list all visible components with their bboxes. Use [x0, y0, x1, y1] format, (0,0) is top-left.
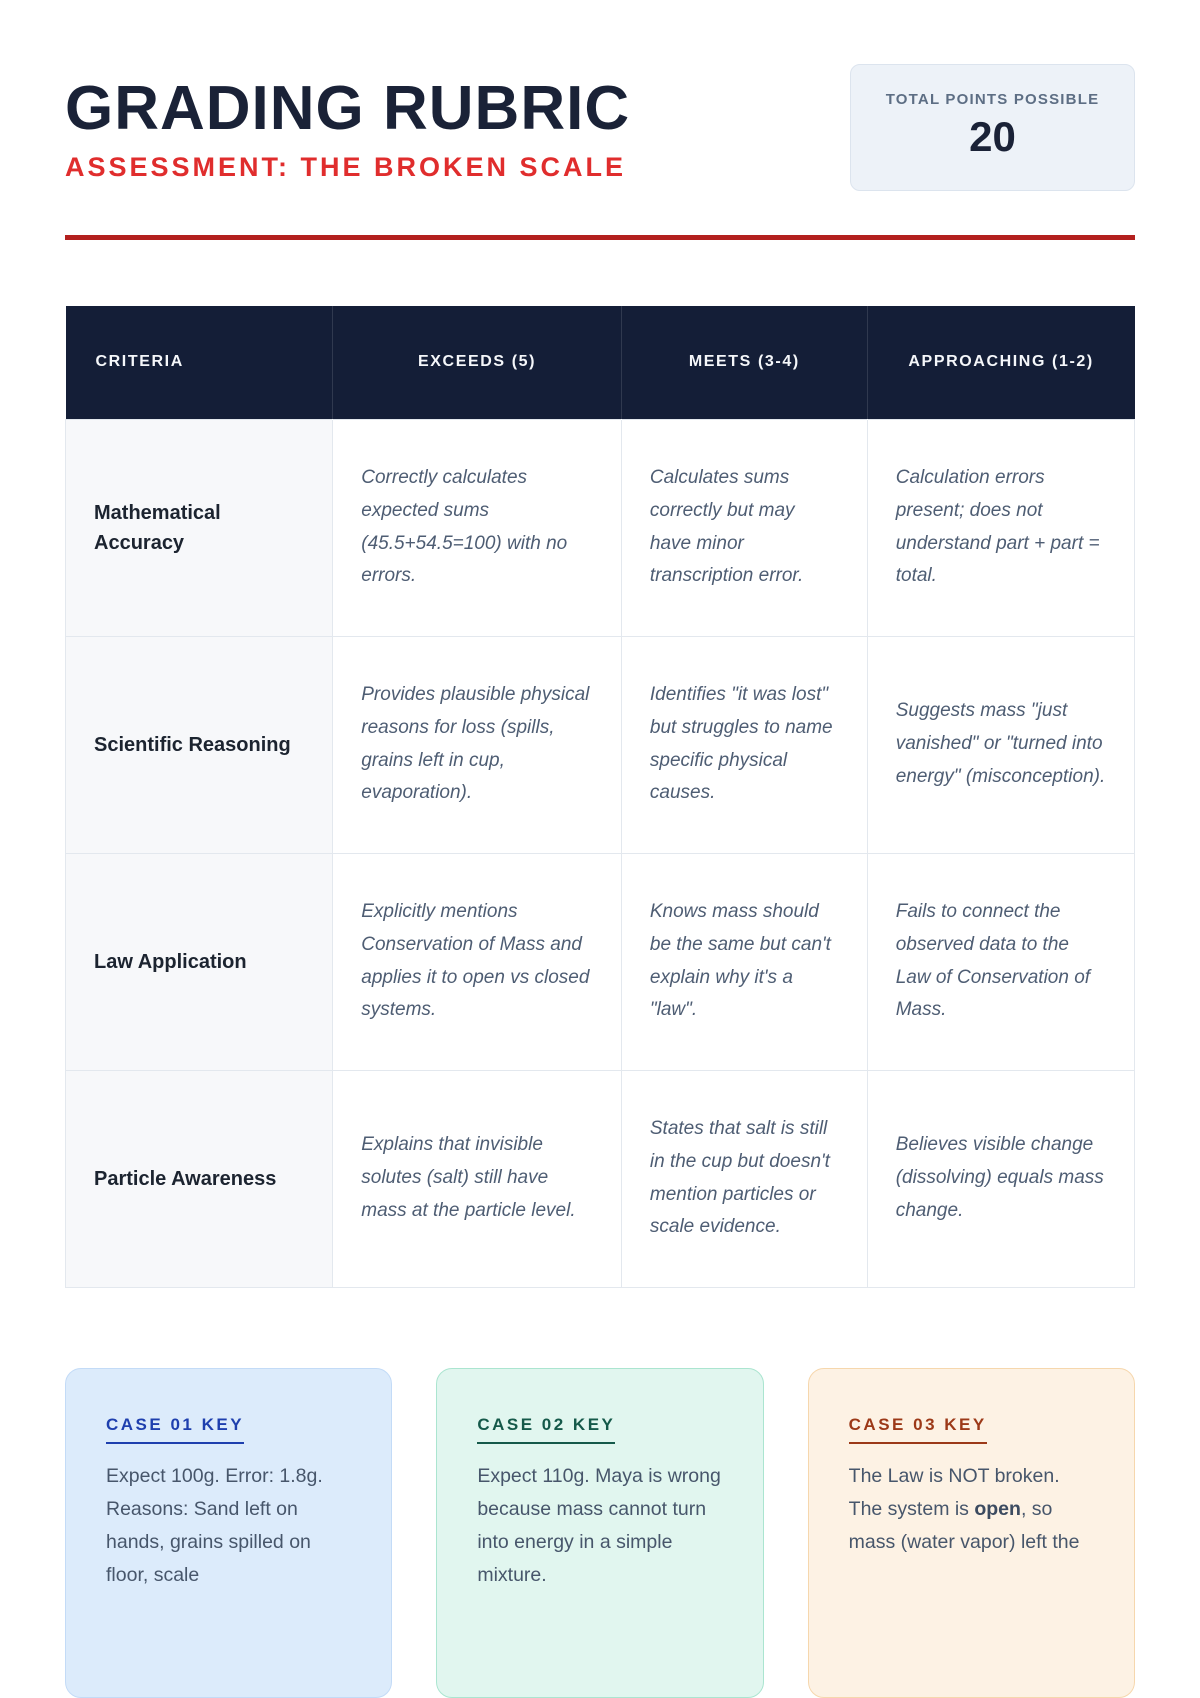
exceeds-cell: Provides plausible physical reasons for loss (spills, grains left in cup, evaporation). — [333, 636, 622, 853]
criteria-cell: Scientific Reasoning — [66, 636, 333, 853]
red-divider — [65, 235, 1135, 240]
total-points-value: 20 — [969, 113, 1016, 160]
header-row — [66, 306, 1135, 419]
case-02-key-text: Expect 110g. Maya is wrong because mass cannot turn into energy in a simple mixture. — [477, 1464, 721, 1586]
case-keys-row — [65, 1368, 1135, 1698]
page-header — [65, 64, 1135, 191]
approaching-cell: Believes visible change (dissolving) equals mass change. — [867, 1070, 1134, 1287]
criteria-cell: Law Application — [66, 853, 333, 1070]
rubric-page — [0, 64, 1200, 1698]
table-row — [66, 853, 1135, 1070]
approaching-cell: Suggests mass "just vanished" or "turned into energy" (misconception). — [867, 636, 1134, 853]
meets-cell: Knows mass should be the same but can't explain why it's a "law". — [621, 853, 867, 1070]
column-header-criteria: CRITERIA — [66, 306, 333, 419]
column-header-exceeds: EXCEEDS (5) — [333, 306, 622, 419]
page-subtitle: ASSESSMENT: THE BROKEN SCALE — [65, 152, 627, 182]
case-01-key-title: CASE 01 KEY — [106, 1415, 244, 1444]
table-row — [66, 1070, 1135, 1287]
exceeds-cell: Explains that invisible solutes (salt) still have mass at the particle level. — [333, 1070, 622, 1287]
rubric-table-header — [66, 306, 1135, 419]
table-row — [66, 636, 1135, 853]
case-01-key-card — [65, 1368, 392, 1698]
case-03-text-after: , so mass (water vapor) left the — [848, 1497, 1080, 1553]
column-header-meets: MEETS (3-4) — [621, 306, 867, 419]
table-row — [66, 419, 1135, 636]
case-02-key-title: CASE 02 KEY — [477, 1415, 615, 1444]
case-01-key-text: Expect 100g. Error: 1.8g. Reasons: Sand left on hands, grains spilled on floor, scale — [106, 1464, 323, 1586]
case-03-key-title: CASE 03 KEY — [849, 1415, 987, 1444]
meets-cell: Calculates sums correctly but may have minor transcription error. — [621, 419, 867, 636]
total-points-card — [850, 64, 1135, 191]
meets-cell: Identifies "it was lost" but struggles to name specific physical causes. — [621, 636, 867, 853]
rubric-table-body — [66, 419, 1135, 1287]
total-points-label: TOTAL POINTS POSSIBLE — [885, 91, 1100, 108]
page-title: GRADING RUBRIC — [65, 74, 631, 143]
title-block — [65, 74, 631, 183]
exceeds-cell: Correctly calculates expected sums (45.5+54.5=100) with no errors. — [333, 419, 622, 636]
case-02-key-card — [436, 1368, 763, 1698]
case-03-key-text — [849, 1460, 1094, 1559]
column-header-approaching: APPROACHING (1-2) — [867, 306, 1134, 419]
meets-cell: States that salt is still in the cup but doesn't mention particles or scale evidence. — [621, 1070, 867, 1287]
criteria-cell: Mathematical Accuracy — [66, 419, 333, 636]
approaching-cell: Fails to connect the observed data to the Law of Conservation of Mass. — [867, 853, 1134, 1070]
case-03-key-card — [808, 1368, 1135, 1698]
exceeds-cell: Explicitly mentions Conservation of Mass and applies it to open vs closed systems. — [333, 853, 622, 1070]
criteria-cell: Particle Awareness — [66, 1070, 333, 1287]
case-03-text-before: The Law is NOT broken. The system is — [848, 1464, 1060, 1520]
case-03-text-bold: open — [974, 1497, 1021, 1520]
rubric-table — [65, 306, 1135, 1288]
approaching-cell: Calculation errors present; does not understand part + part = total. — [867, 419, 1134, 636]
